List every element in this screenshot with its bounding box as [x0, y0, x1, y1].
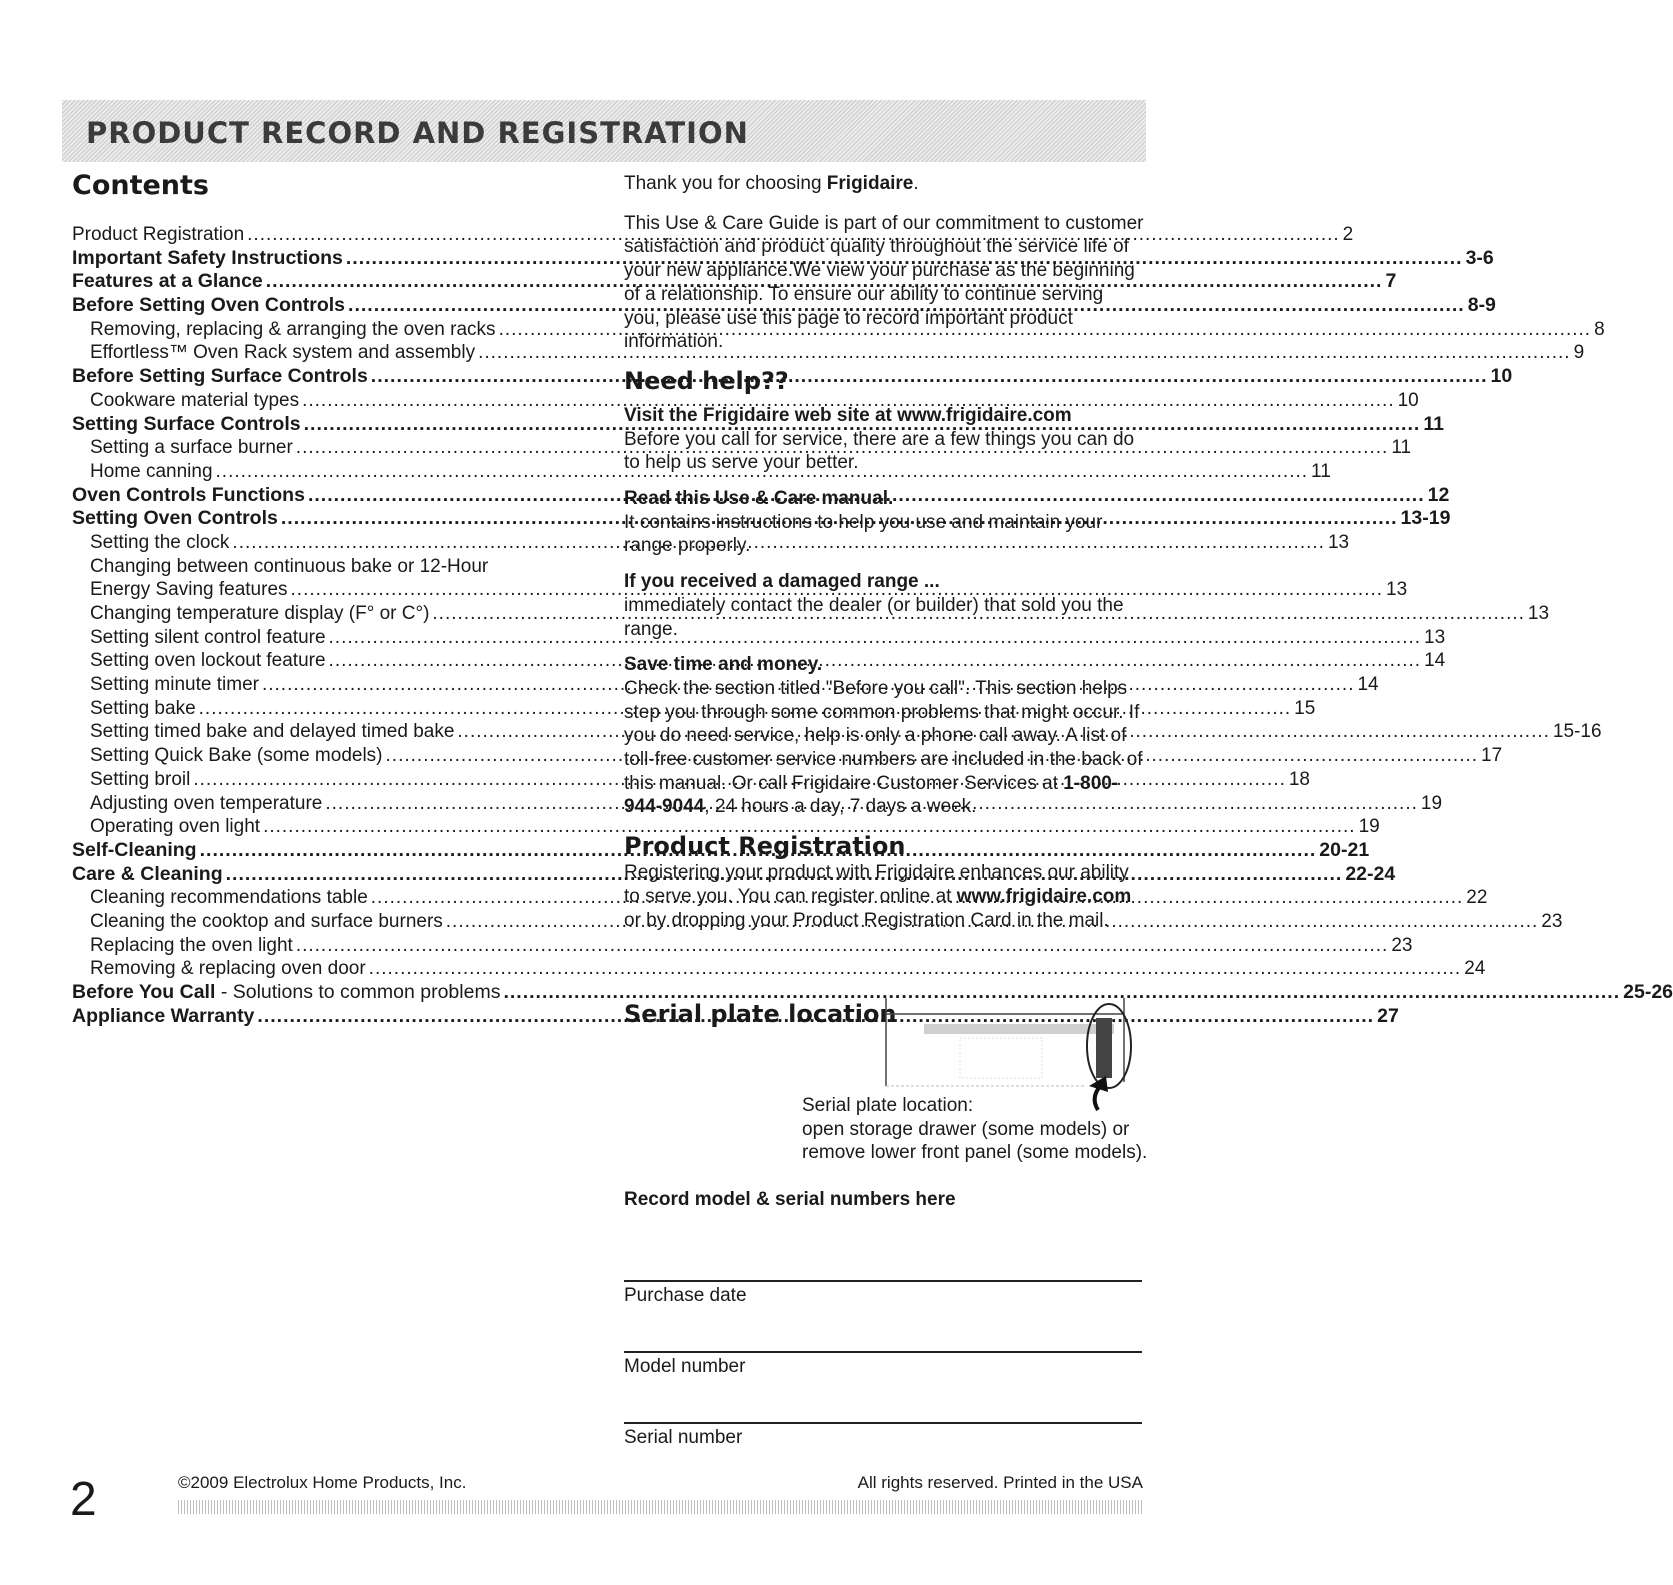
read-manual-heading: Read this Use & Care manual.	[624, 488, 894, 510]
visit-text: Before you call for service, there are a few things you can do to help us serve your better.	[624, 428, 1135, 474]
page-number: 2	[70, 1473, 97, 1526]
toc-entry-page: 13	[1386, 579, 1408, 601]
serial-desc-line-1: Serial plate location:	[802, 1095, 974, 1116]
toc-entry-page: 15	[1294, 697, 1316, 719]
toc-entry-label: Setting Oven Controls	[72, 507, 278, 530]
contents-heading: Contents	[72, 170, 210, 201]
toc-entry-title	[72, 270, 263, 294]
toc-entry-label: Before Setting Surface Controls	[72, 365, 368, 388]
toc-entry	[72, 934, 1413, 958]
toc-entry-title	[90, 318, 496, 342]
toc-entry-page: 23	[1541, 910, 1563, 932]
toc-entry	[72, 815, 1380, 839]
toc-entry-page: 10	[1490, 365, 1513, 388]
toc-entry-label: Removing, replacing & arranging the oven racks	[90, 318, 496, 340]
toc-entry-label: Product Registration	[72, 224, 245, 245]
toc-entry-title	[90, 934, 293, 958]
toc-entry-page: 20-21	[1319, 838, 1370, 861]
toc-entry	[72, 507, 1451, 531]
copyright: ©2009 Electrolux Home Products, Inc.	[178, 1473, 467, 1492]
read-manual-text: It contains instructions to help you use and maintain your range properly.	[624, 511, 1103, 557]
model-number-label: Model number	[624, 1356, 746, 1377]
toc-entry	[72, 626, 1446, 650]
toc-entry-label: Oven Controls Functions	[72, 483, 305, 506]
toc-entry-page: 11	[1311, 460, 1331, 482]
damaged-range-heading: If you received a damaged range ...	[624, 571, 940, 593]
registration-heading: Product Registration	[624, 832, 906, 861]
toc-entry	[72, 318, 1605, 342]
toc-entry-title	[90, 910, 443, 934]
toc-entry-page: 15-16	[1552, 721, 1602, 743]
toc-entry	[72, 673, 1379, 697]
save-time-body: Check the section titled "Before you call". This section helps step you through some common problems that might occur. If you do need service, help is only a phone call away. A list of toll-free customer service numbers are included in the back of this manual. Or call Frigidaire Customer Services at	[624, 677, 1143, 794]
toc-entry-page: 19	[1420, 792, 1443, 814]
toc-entry-label: Features at a Glance	[72, 270, 263, 293]
serial-desc-line-2: open storage drawer (some models) or	[802, 1118, 1130, 1140]
serial-number-label: Serial number	[624, 1427, 743, 1448]
toc-entry	[72, 957, 1486, 981]
toc-entry-label: Cleaning the cooktop and surface burners	[90, 910, 443, 932]
toc-entry-title	[90, 649, 326, 673]
rights-notice: All rights reserved. Printed in the USA	[857, 1473, 1143, 1492]
toc-entry-page: 13-19	[1400, 507, 1451, 530]
toc-entry-label: Important Safety Instructions	[72, 246, 343, 269]
toc-entry-page: 27	[1377, 1004, 1399, 1027]
damaged-range-text: immediately contact the dealer (or builder) that sold you the range.	[624, 594, 1124, 640]
toc-leader-dots	[369, 957, 1462, 981]
toc-entry-title	[72, 413, 301, 437]
toc-entry-suffix: - Solutions to common problems	[215, 981, 501, 1003]
toc-entry-title	[72, 484, 305, 508]
toc-entry	[72, 270, 1397, 294]
toc-entry-title	[72, 365, 368, 389]
registration-tail: or by dropping your Product Registration Card in the mail.	[624, 909, 1109, 931]
toc-entry-page: 19	[1358, 816, 1380, 838]
toc-entry-page: 7	[1385, 270, 1397, 293]
registration-text	[624, 861, 1144, 932]
toc-entry-label: Operating oven light	[90, 816, 261, 838]
toc-entry-label: Setting silent control feature	[90, 626, 326, 648]
toc-entry-title	[90, 697, 196, 721]
toc-entry-page: 13	[1424, 626, 1446, 648]
toc-entry-page: 9	[1573, 342, 1585, 364]
toc-entry	[72, 720, 1602, 744]
purchase-date-field[interactable]	[624, 1280, 1142, 1307]
visit-heading: Visit the Frigidaire web site at www.frigidaire.com	[624, 404, 1072, 426]
toc-entry-label: Before You Call	[72, 981, 216, 1003]
toc-entry-title	[72, 839, 197, 863]
toc-entry-page: 13	[1527, 603, 1550, 624]
toc-entry	[72, 389, 1419, 413]
toc-entry-label: Appliance Warranty	[72, 1004, 255, 1027]
toc-entry-page: 22-24	[1345, 862, 1396, 885]
toc-leader-dots	[296, 934, 1389, 958]
toc-entry-title	[72, 1005, 254, 1029]
toc-entry	[72, 981, 1673, 1005]
toc-entry-page: 11	[1423, 412, 1444, 435]
toc-entry	[72, 697, 1316, 721]
toc-entry-label: Removing & replacing oven door	[90, 958, 366, 980]
toc-entry-label: Setting Surface Controls	[72, 412, 301, 435]
save-time-heading: Save time and money.	[624, 654, 823, 676]
toc-entry-title	[90, 602, 429, 626]
save-time-text	[624, 677, 1144, 819]
toc-entry-page: 8	[1594, 318, 1605, 340]
toc-entry-page: 13	[1327, 531, 1350, 553]
toc-entry-page: 14	[1424, 650, 1446, 672]
toc-entry-label: Setting timed bake and delayed timed bake	[90, 721, 455, 743]
toc-entry-title	[90, 720, 454, 744]
serial-desc-line-3: remove lower front panel (some models).	[802, 1142, 1148, 1164]
toc-entry-title	[72, 294, 345, 318]
banner-title: PRODUCT RECORD AND REGISTRATION	[86, 116, 749, 150]
toc-entry-page: 2	[1342, 224, 1354, 245]
toc-entry-title	[90, 555, 488, 579]
toc-entry	[72, 246, 1494, 271]
toc-entry-title	[90, 341, 475, 365]
toc-entry-label: Home canning	[90, 460, 213, 482]
toc-entry-title	[90, 768, 190, 792]
serial-number-field[interactable]	[624, 1422, 1142, 1449]
toc-entry	[72, 341, 1585, 365]
toc-entry-page: 14	[1357, 674, 1379, 696]
toc-entry-label: Cookware material types	[90, 389, 300, 411]
purchase-date-label: Purchase date	[624, 1285, 747, 1306]
toc-entry-label: Setting Quick Bake (some models)	[90, 745, 383, 767]
toc-entry-page: 24	[1464, 958, 1486, 980]
toc-entry-title	[90, 792, 322, 816]
toc-entry-label: Replacing the oven light	[90, 934, 293, 956]
phone-number: 1-800-944-9044	[624, 772, 1119, 818]
toc-entry-page: 12	[1427, 483, 1450, 506]
toc-entry-label: Self-Cleaning	[72, 838, 197, 861]
toc-entry-title	[72, 507, 278, 531]
toc-entry-title	[90, 815, 260, 839]
toc-entry-label: Setting bake	[90, 697, 196, 719]
toc-entry-page: 22	[1466, 887, 1488, 909]
toc-entry-title	[90, 957, 366, 981]
toc-entry-title	[72, 247, 343, 271]
toc-entry-page: 23	[1391, 934, 1413, 956]
registration-url: www.frigidaire.com	[956, 885, 1132, 907]
toc-entry-title	[90, 436, 293, 460]
toc-entry-title	[90, 531, 229, 555]
toc-entry-label: Cleaning recommendations table	[90, 887, 368, 909]
serial-plate-heading: Serial plate location	[624, 1000, 897, 1028]
toc-entry-label: Care & Cleaning	[72, 862, 223, 885]
toc-entry	[72, 555, 588, 579]
toc-entry-title	[90, 744, 383, 768]
toc-entry-page: 17	[1481, 745, 1503, 767]
save-time-tail: , 24 hours a day, 7 days a week.	[704, 796, 977, 818]
toc-entry-title	[90, 578, 288, 602]
brand-name: Frigidaire	[826, 173, 914, 194]
toc-entry-title	[90, 460, 213, 484]
thanks-prefix: Thank you for choosing	[624, 173, 827, 194]
toc-entry-page: 11	[1391, 437, 1412, 459]
serial-plate-description	[802, 1094, 1147, 1165]
toc-entry-title	[90, 626, 326, 650]
toc-entry-label: Setting the clock	[90, 531, 230, 553]
toc-entry-page: 18	[1288, 768, 1310, 790]
toc-entry-label: Setting a surface burner	[90, 437, 293, 459]
intro-column	[624, 172, 1144, 932]
toc-entry-label: Energy Saving features	[90, 579, 288, 601]
toc-entry-page: 3-6	[1465, 246, 1494, 269]
toc-entry-page: 10	[1397, 389, 1419, 411]
toc-entry	[72, 744, 1503, 768]
toc-entry-title	[72, 981, 500, 1005]
toc-entry-label: Setting minute timer	[90, 674, 259, 696]
toc-entry-label: Setting broil	[90, 768, 191, 790]
toc-entry	[72, 460, 1331, 484]
toc-entry-label: Setting oven lockout feature	[90, 650, 326, 672]
toc-entry	[72, 294, 1496, 318]
toc-entry-page: 8-9	[1467, 294, 1496, 317]
toc-entry-label: Changing temperature display (F° or C°)	[90, 603, 430, 624]
registration-body: Registering your product with Frigidaire enhances our ability to serve you. You can register online at	[624, 862, 1129, 907]
toc-entry-label: Changing between continuous bake or 12-Hour	[90, 555, 489, 577]
section-banner	[62, 100, 1146, 162]
toc-entry-label: Before Setting Oven Controls	[72, 294, 346, 317]
toc-entry-label: Effortless™ Oven Rack system and assembly	[90, 342, 476, 364]
record-heading: Record model & serial numbers here	[624, 1189, 956, 1210]
toc-entry-label: Adjusting oven temperature	[90, 792, 323, 814]
thanks-suffix: .	[913, 173, 919, 194]
model-number-field[interactable]	[624, 1351, 1142, 1378]
toc-entry	[72, 768, 1310, 792]
toc-entry-title	[72, 223, 244, 247]
toc-entry-title	[90, 389, 299, 413]
thank-you-line	[624, 172, 1144, 196]
need-help-heading: Need help??	[624, 366, 789, 395]
footer-stripe	[178, 1500, 1142, 1514]
toc-entry-title	[90, 886, 368, 910]
toc-entry	[72, 223, 1354, 247]
intro-paragraph: This Use & Care Guide is part of our commitment to customer satisfaction and product quality throughout the service life of your new appliance.We view your purchase as the beginning of a relationship. To ensure our ability to continue serving you, please use this page to record important product information.	[624, 212, 1144, 353]
toc-entry-page: 25-26	[1623, 981, 1673, 1003]
toc-entry-title	[90, 673, 259, 697]
toc-entry-title	[72, 863, 223, 887]
